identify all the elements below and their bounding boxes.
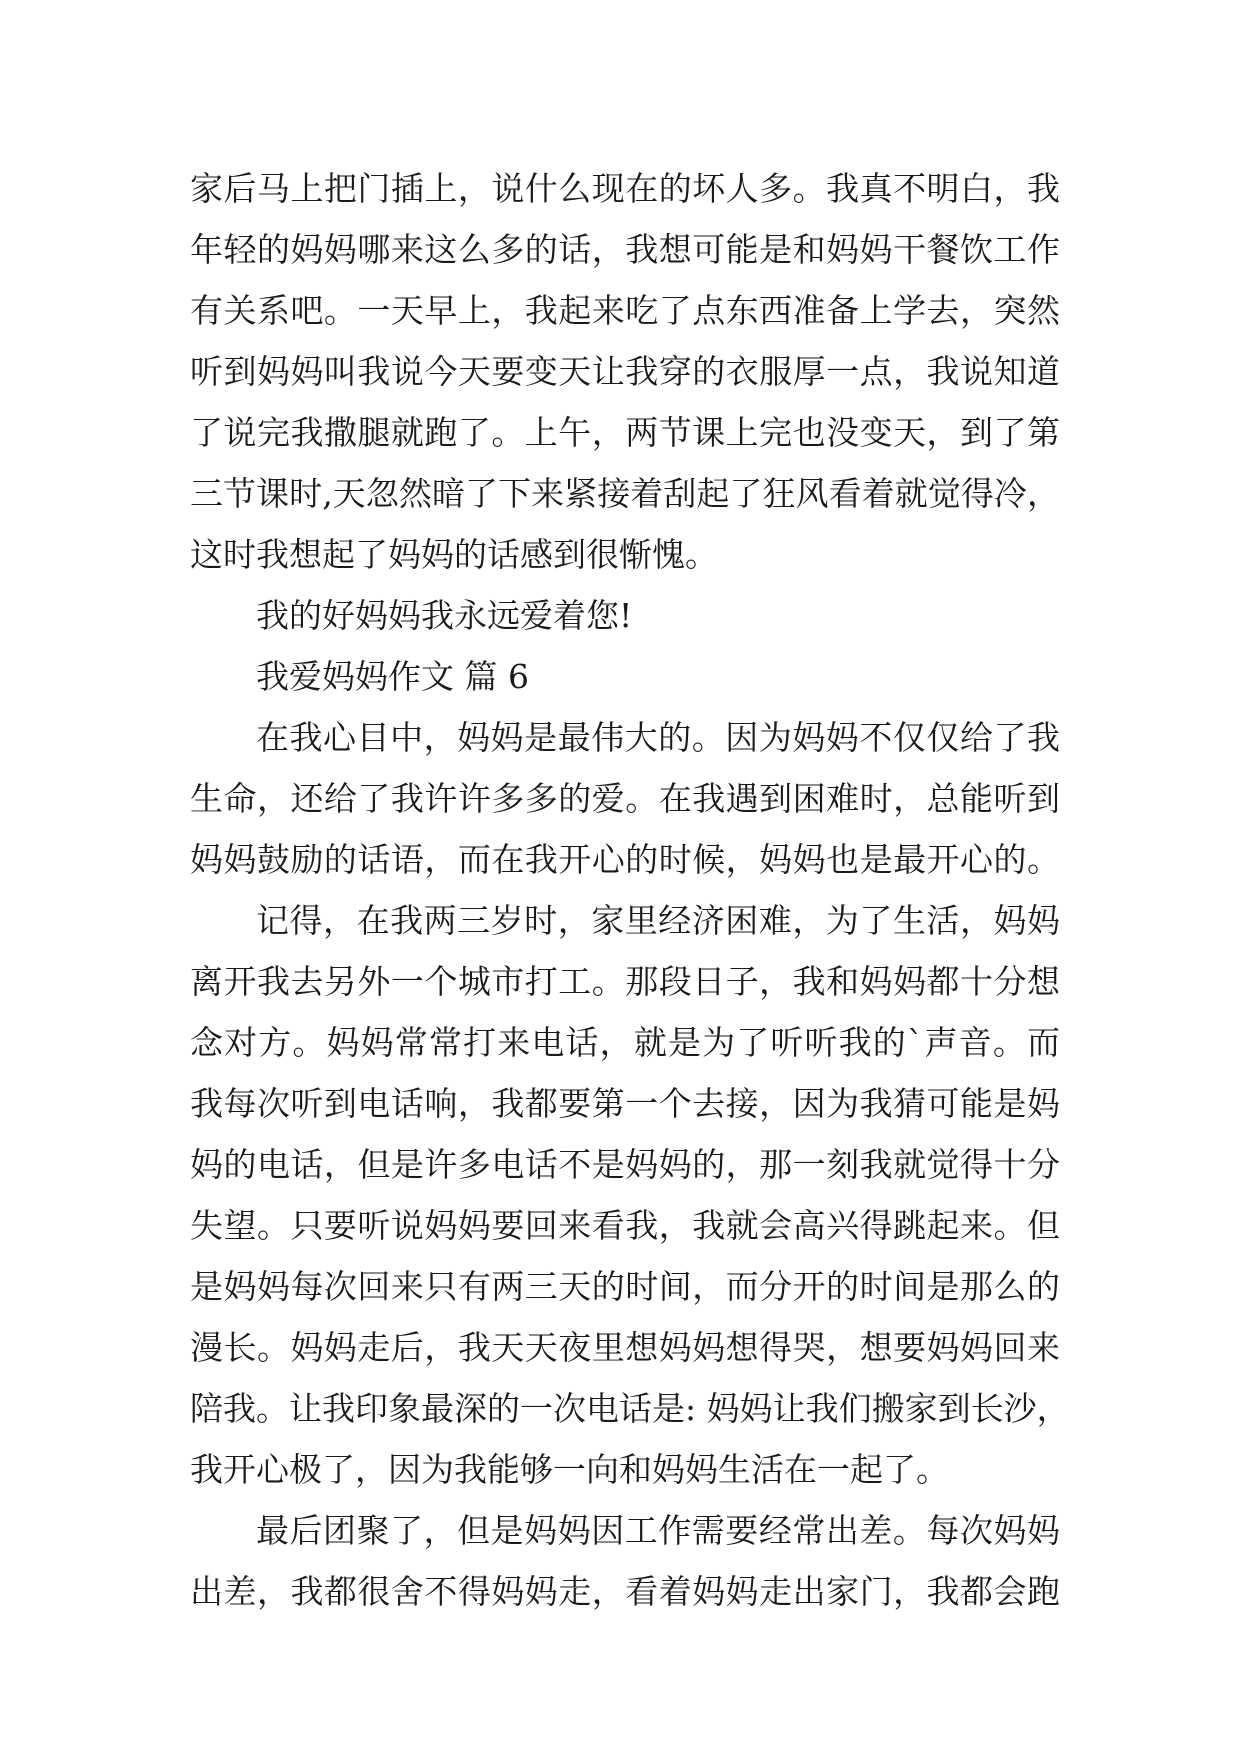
text-line: 家后马上把门插上，说什么现在的坏人多。我真不明白，我 [190, 169, 1060, 208]
text-line: 这时我想起了妈妈的话感到很惭愧。 [190, 535, 718, 574]
text-line: 三节课时,天忽然暗了下来紧接着刮起了狂风看着就觉得冷， [190, 474, 1060, 513]
text-line: 漫长。妈妈走后，我天天夜里想妈妈想得哭，想要妈妈回来 [190, 1328, 1060, 1367]
text-line: 年轻的妈妈哪来这么多的话，我想可能是和妈妈干餐饮工作 [190, 230, 1060, 269]
text-line: 我的好妈妈我永远爱着您! [256, 596, 633, 635]
text-line: 我每次听到电话响，我都要第一个去接，因为我猜可能是妈 [190, 1084, 1060, 1123]
text-line: 是妈妈每次回来只有两三天的时间，而分开的时间是那么的 [190, 1267, 1060, 1306]
text-line: 生命，还给了我许许多多的爱。在我遇到困难时，总能听到 [190, 779, 1060, 818]
text-line: 离开我去另外一个城市打工。那段日子，我和妈妈都十分想 [190, 962, 1060, 1001]
text-line: 失望。只要听说妈妈要回来看我，我就会高兴得跳起来。但 [190, 1206, 1060, 1245]
text-line: 最后团聚了，但是妈妈因工作需要经常出差。每次妈妈 [256, 1511, 1060, 1550]
text-line: 听到妈妈叫我说今天要变天让我穿的衣服厚一点，我说知道 [190, 352, 1060, 391]
text-line: 有关系吧。一天早上，我起来吃了点东西准备上学去，突然 [190, 291, 1060, 330]
text-line: 念对方。妈妈常常打来电话，就是为了听听我的`声音。而 [190, 1023, 1060, 1062]
text-line: 妈的电话，但是许多电话不是妈妈的，那一刻我就觉得十分 [190, 1145, 1060, 1184]
text-line: 妈妈鼓励的话语，而在我开心的时候，妈妈也是最开心的。 [190, 840, 1060, 879]
text-line: 我爱妈妈作文 篇 6 [256, 657, 529, 696]
text-line: 我开心极了，因为我能够一向和妈妈生活在一起了。 [190, 1450, 949, 1489]
text-line: 在我心目中，妈妈是最伟大的。因为妈妈不仅仅给了我 [256, 718, 1060, 757]
text-line: 了说完我撒腿就跑了。上午，两节课上完也没变天，到了第 [190, 413, 1060, 452]
text-line: 陪我。让我印象最深的一次电话是: 妈妈让我们搬家到长沙， [190, 1389, 1070, 1428]
text-line: 记得，在我两三岁时，家里经济困难，为了生活，妈妈 [256, 901, 1060, 940]
text-line: 出差，我都很舍不得妈妈走，看着妈妈走出家门，我都会跑 [190, 1572, 1060, 1611]
document-body [190, 158, 1070, 1622]
